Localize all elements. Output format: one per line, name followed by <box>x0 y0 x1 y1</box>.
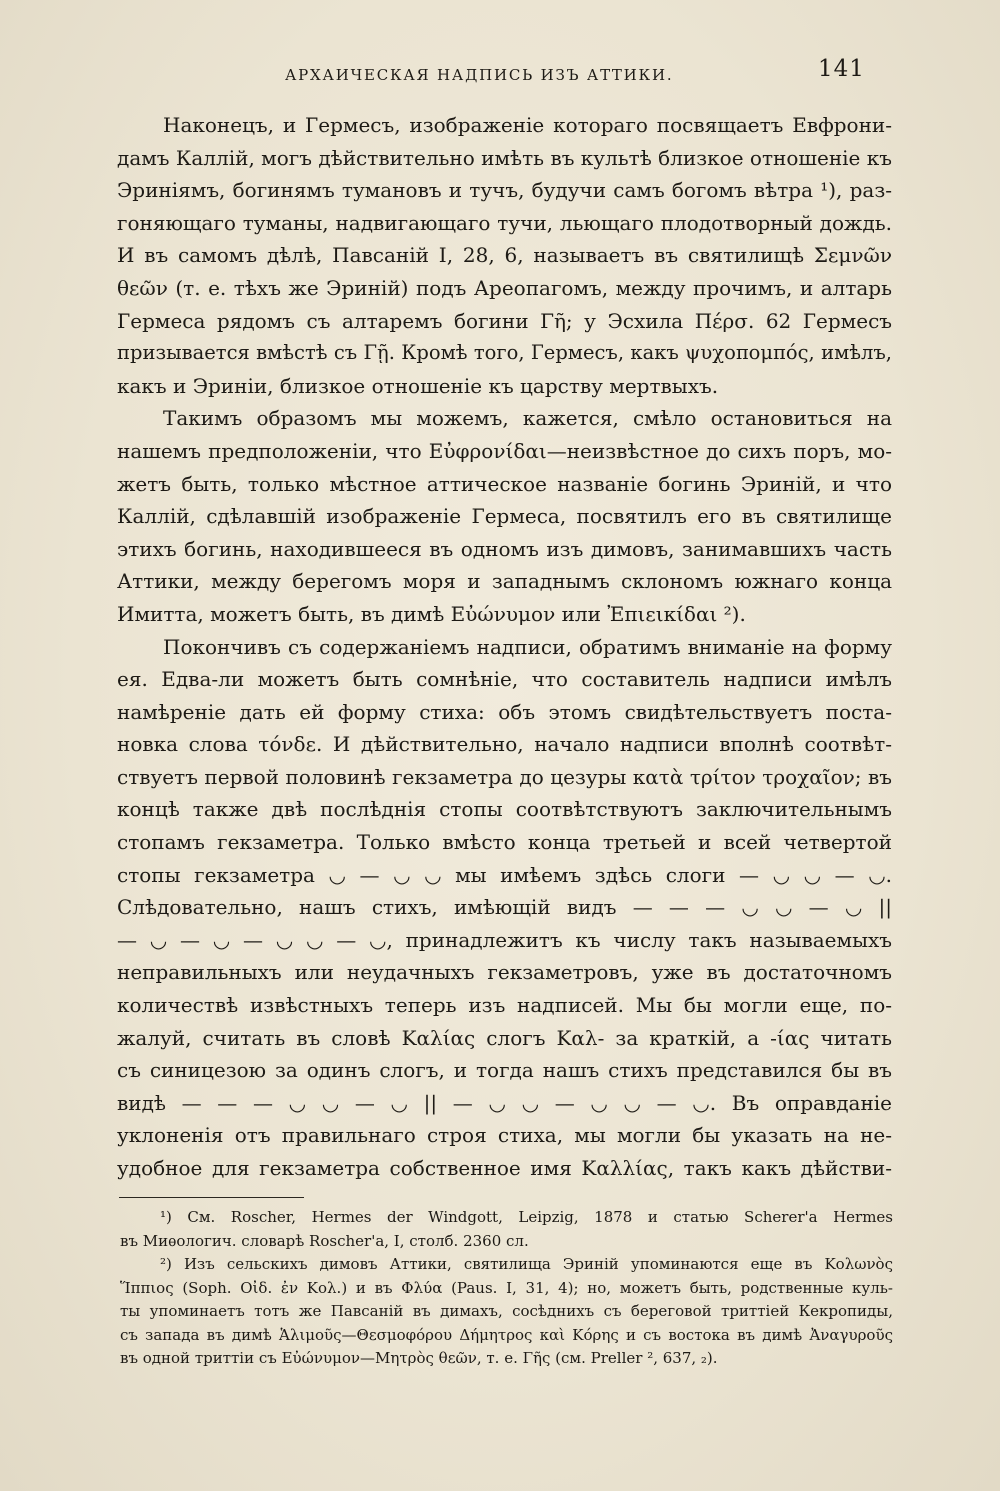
text-line: Гермеса рядомъ съ алтаремъ богини Γῆ; у Эсхила Πέρσ. 62 Гермесъ <box>117 308 892 333</box>
text-line: θεῶν (т. е. тѣхъ же Эриній) подъ Ареопагомъ, между прочимъ, и алтарь <box>117 275 892 300</box>
text-line: ствуетъ первой половинѣ гекзаметра до цезуры κατὰ τρίτον τροχαῖον; въ <box>117 764 892 789</box>
footnote-line: въ одной триттіи съ Εὐώνυμον—Μητρὸς θεῶν, т. е. Γῆς (см. Preller ², 637, ₂). <box>120 1349 718 1367</box>
footnote-separator <box>119 1197 304 1198</box>
text-line: Эриніямъ, богинямъ тумановъ и тучъ, будучи самъ богомъ вѣтра ¹), раз- <box>117 178 892 203</box>
text-line: этихъ богинь, находившееся въ одномъ изъ димовъ, занимавшихъ часть <box>117 536 892 561</box>
text-line: гоняющаго туманы, надвигающаго тучи, льющаго плодотворный дождь. <box>117 210 892 235</box>
text-line: стопы гекзаметра ◡ — ◡ ◡ мы имѣемъ здѣсь слоги — ◡ ◡ — ◡. <box>117 862 892 887</box>
text-line: Аттики, между берегомъ моря и западнымъ склономъ южнаго конца <box>117 569 892 594</box>
text-line: нашемъ предположеніи, что Εὐφρονίδαι—неизвѣстное до сихъ поръ, мо- <box>117 438 892 463</box>
main-text <box>117 109 892 1185</box>
text-line: жалуй, считать въ словѣ Καλίας слогъ Καλ- за краткій, а -ίας читать <box>117 1025 892 1050</box>
text-line: намѣреніе дать ей форму стиха: объ этомъ свидѣтельствуетъ поста- <box>117 699 892 724</box>
footnote-line: ¹) См. Roscher, Hermes der Windgott, Leipzig, 1878 и статью Scherer'а Hermes <box>160 1208 893 1226</box>
text-line: — ◡ — ◡ — ◡ ◡ — ◡, принадлежитъ къ числу такъ называемыхъ <box>117 927 892 952</box>
text-line: видѣ — — — ◡ ◡ — ◡ || — ◡ ◡ — ◡ ◡ — ◡. Въ оправданіе <box>117 1090 892 1115</box>
footnote-line: съ запада въ димѣ Ἁλιμοῦς—Θεσμοφόρου Δήμητρος καὶ Κόρης и съ востока въ димѣ Ἀναγυροῦς <box>120 1325 893 1344</box>
text-line: концѣ также двѣ послѣднія стопы соотвѣтствуютъ заключительнымъ <box>117 797 892 822</box>
text-line: И въ самомъ дѣлѣ, Павсаній I, 28, 6, называетъ въ святилищѣ Σεμνῶν <box>117 243 892 268</box>
text-line: дамъ Каллій, могъ дѣйствительно имѣть въ культѣ близкое отношеніе къ <box>117 145 892 170</box>
text-line: неправильныхъ или неудачныхъ гекзаметровъ, уже въ достаточномъ <box>117 960 892 985</box>
text-line: удобное для гекзаметра собственное имя Καλλίας, такъ какъ дѣйстви- <box>117 1156 892 1180</box>
text-line: Наконецъ, и Гермесъ, изображеніе котораго посвящаетъ Евфрони- <box>163 113 892 137</box>
running-title: АРХАИЧЕСКАЯ НАДПИСЬ ИЗЪ АТТИКИ. <box>285 66 674 84</box>
text-line: жетъ быть, только мѣстное аттическое названіе богинь Эриній, и что <box>117 471 892 496</box>
text-line: Каллій, сдѣлавшій изображеніе Гермеса, посвятилъ его въ святилище <box>117 504 892 529</box>
text-line: Слѣдовательно, нашъ стихъ, имѣющій видъ — — — ◡ ◡ — ◡ || <box>117 895 892 920</box>
text-line: количествѣ извѣстныхъ теперь изъ надписей. Мы бы могли еще, по- <box>117 993 892 1018</box>
text-line: призывается вмѣстѣ съ Γῇ. Кромѣ того, Гермесъ, какъ ψυχοπομπός, имѣлъ, <box>117 341 892 365</box>
footnote-line: ты упоминаетъ тотъ же Павсаній въ димахъ, сосѣднихъ съ береговой триттіей Кекропиды, <box>120 1302 893 1320</box>
footnotes <box>120 1206 893 1371</box>
text-line: ея. Едва-ли можетъ быть сомнѣніе, что составитель надписи имѣлъ <box>117 667 892 692</box>
text-line: Покончивъ съ содержаніемъ надписи, обратимъ вниманіе на форму <box>163 634 892 659</box>
text-line: стопамъ гекзаметра. Только вмѣсто конца третьей и всей четвертой <box>117 830 892 855</box>
text-line: съ синицезою за одинъ слогъ, и тогда нашъ стихъ представился бы въ <box>117 1058 892 1083</box>
text-line: новка слова τόνδε. И дѣйствительно, начало надписи вполнѣ соотвѣт- <box>117 732 892 757</box>
text-line: уклоненія отъ правильнаго строя стиха, мы могли бы указать на не- <box>117 1123 892 1148</box>
text-line: Такимъ образомъ мы можемъ, кажется, смѣло остановиться на <box>163 406 892 431</box>
page-number: 141 <box>818 56 865 82</box>
text-line: какъ и Эриніи, близкое отношеніе къ царству мертвыхъ. <box>117 373 719 398</box>
footnote-line: въ Миѳологич. словарѣ Roscher'а, I, столб. 2360 сл. <box>120 1231 529 1250</box>
footnote-line: ²) Изъ сельскихъ димовъ Аттики, святилища Эриній упоминаются еще въ Κολωνὸς <box>160 1255 893 1273</box>
text-line: Имитта, можетъ быть, въ димѣ Εὐώνυμον или Ἐπιεικίδαι ²). <box>117 601 746 626</box>
footnote-line: Ἵππιος (Soph. Oἰδ. ἐν Κολ.) и въ Φλύα (Paus. I, 31, 4); но, можетъ быть, родственные куль- <box>120 1278 893 1297</box>
